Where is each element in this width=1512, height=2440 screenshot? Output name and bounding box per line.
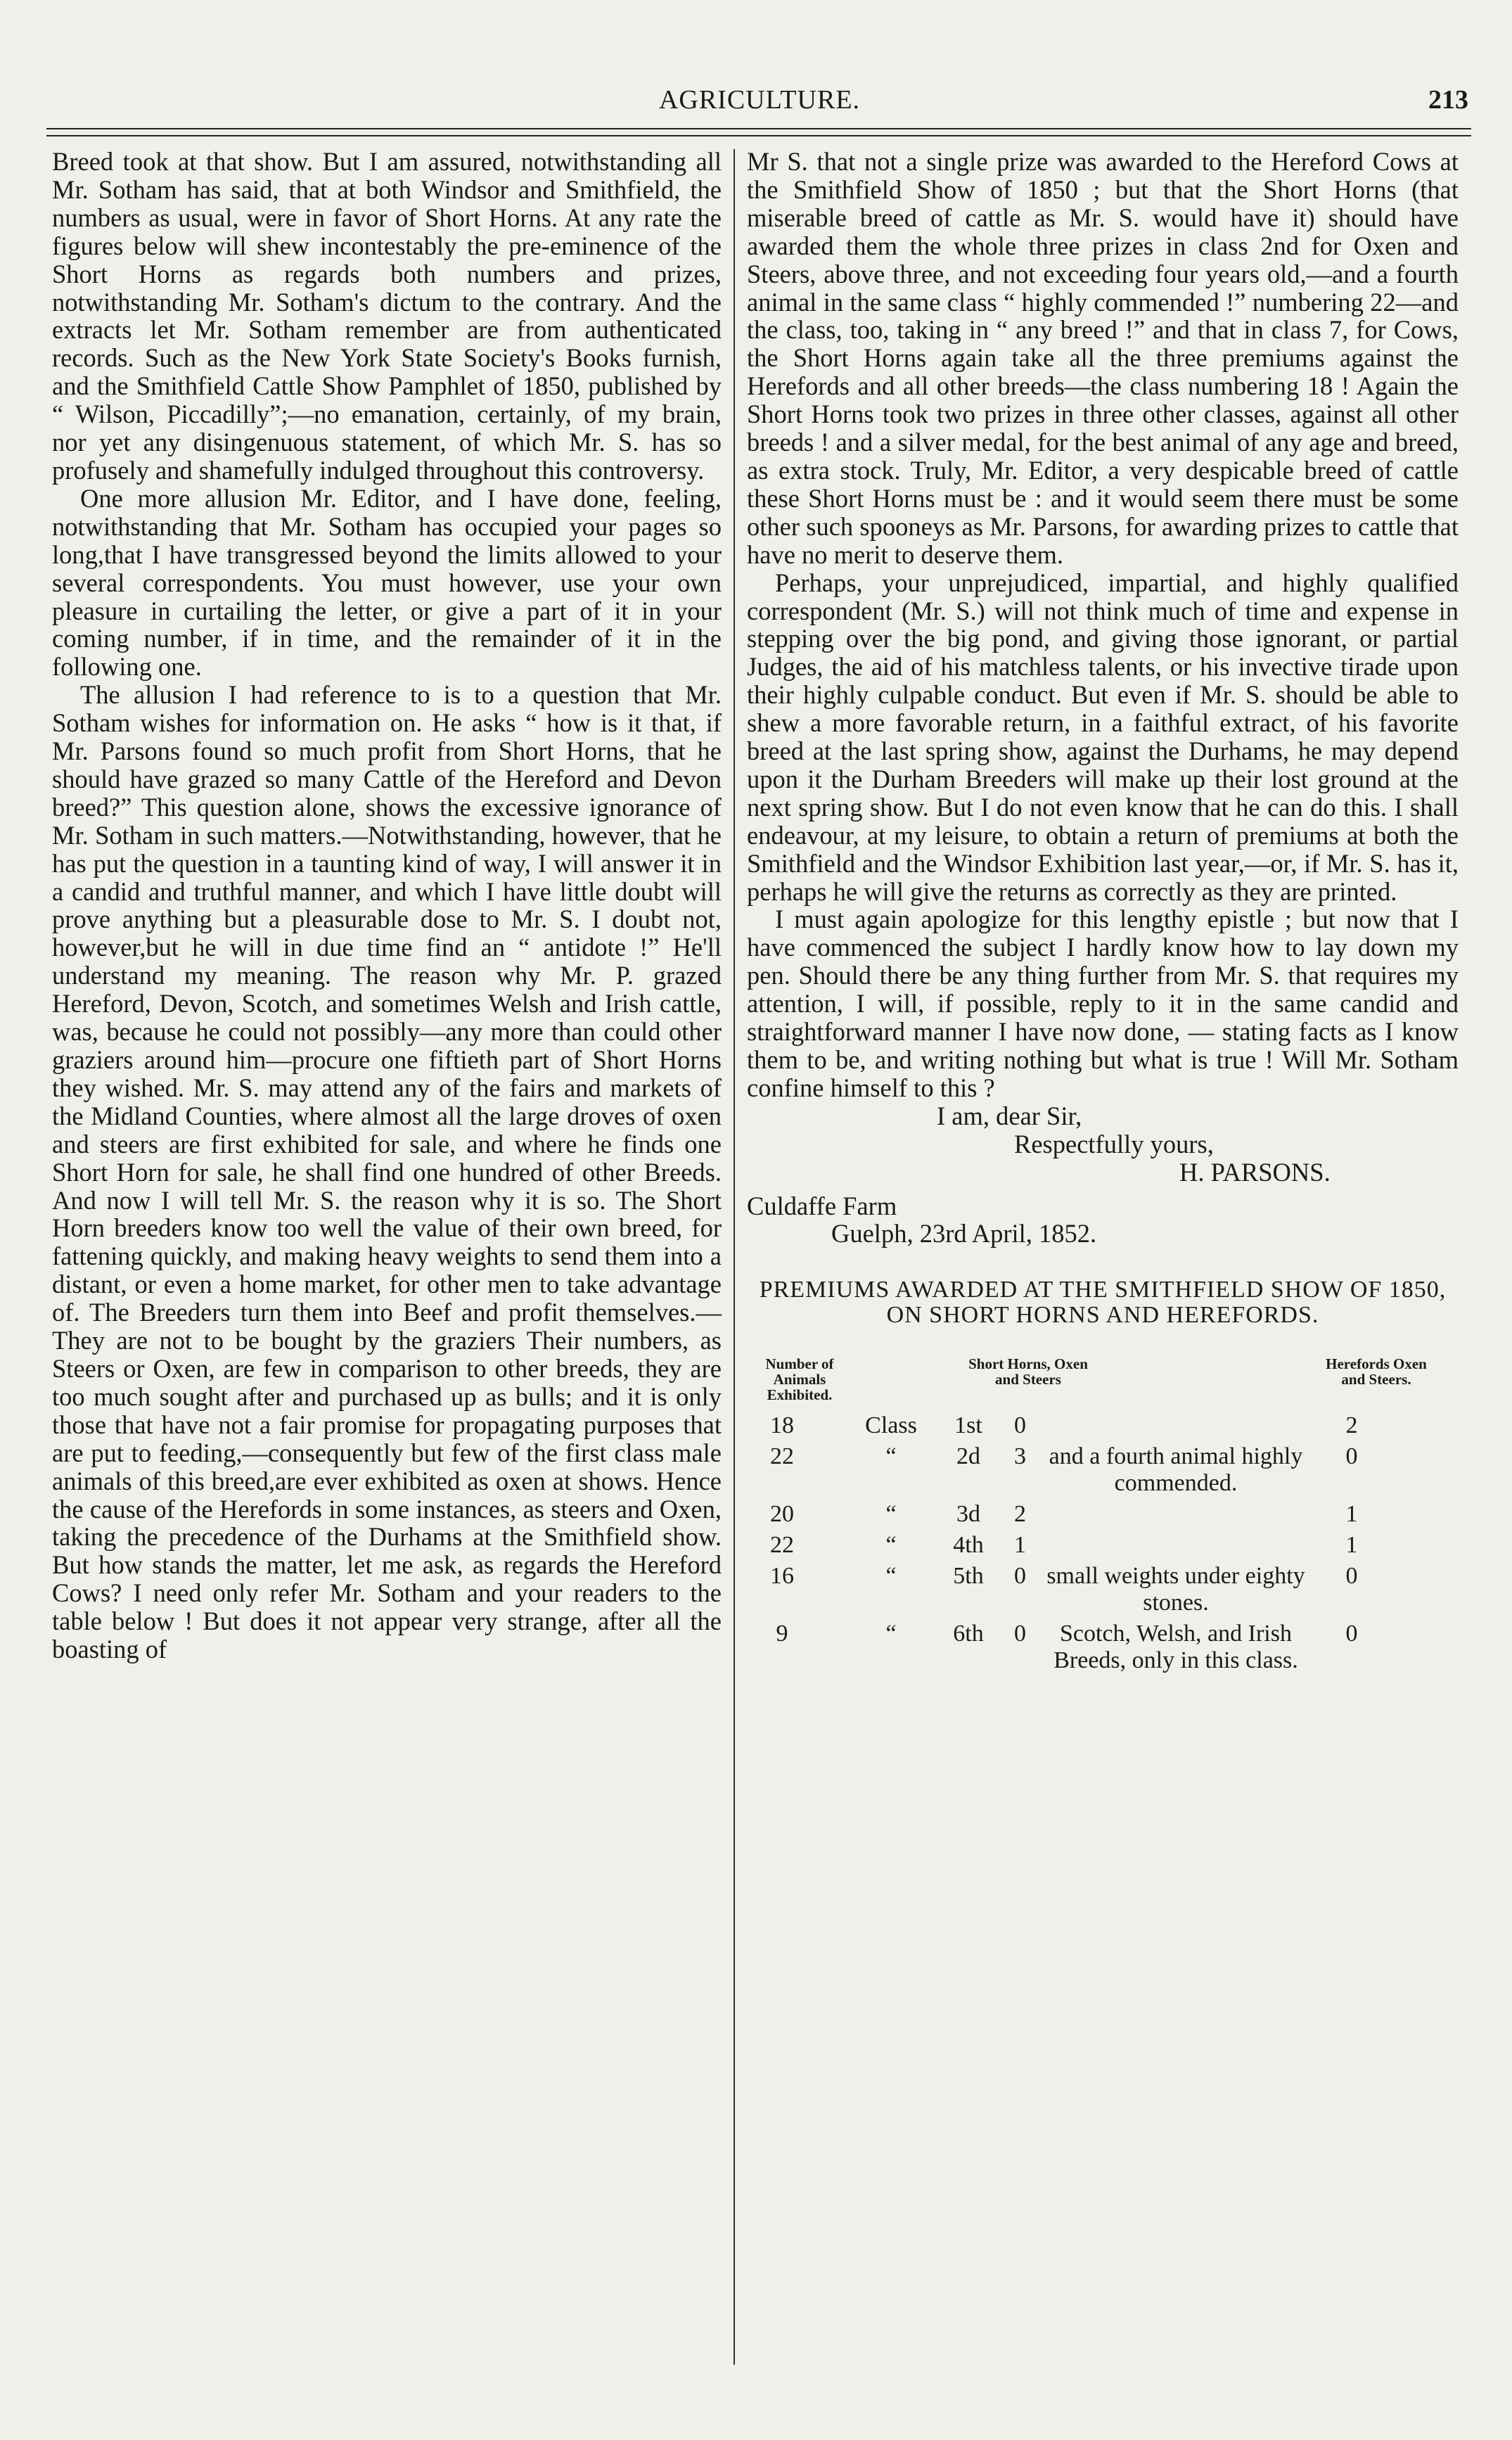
animals-count: 9: [776, 1621, 788, 1647]
class-ordinal: 1st: [954, 1412, 982, 1439]
header-rule: [46, 128, 1471, 129]
animals-count: 20: [770, 1501, 794, 1528]
herefords-prizes: 1: [1345, 1501, 1358, 1528]
herefords-prizes: 0: [1345, 1563, 1358, 1590]
class-ordinal: 5th: [953, 1563, 984, 1590]
running-title: AGRICULTURE.: [658, 85, 861, 115]
herefords-prizes: 0: [1345, 1443, 1358, 1470]
class-ordinal: 2d: [956, 1443, 980, 1470]
row-note: small weights under eighty stones.: [1046, 1563, 1305, 1616]
paragraph: Breed took at that show. But I am assured, notwithstanding all Mr. Sotham has said, that at both Windsor and Smithfield, the numbers as usual, were in favor of Short Horns. At any rate the figures below will shew incontestably the pre-eminence of the Short Horns as regards both numbers and prizes, notwithstanding Mr. Sotham's dictum to the contrary. And the extracts let Mr. Sotham remember are from authenticated records. Such as the New York State Society's Books furnish, and the Smithfield Cattle Show Pamphlet of 1850, published by “ Wilson, Piccadilly”;—no emanation, certainly, of my brain, nor yet any disingenuous statement, of which Mr. S. has so profusely and shamefully indulged throughout this controversy.: [52, 147, 722, 485]
short-horns-prizes: 1: [1014, 1532, 1026, 1559]
herefords-prizes: 2: [1345, 1412, 1358, 1439]
short-horns-prizes: 0: [1014, 1412, 1026, 1439]
column-divider: [733, 149, 735, 2365]
animals-count: 18: [770, 1412, 794, 1439]
class-ordinal: 6th: [953, 1621, 984, 1647]
short-horns-prizes: 0: [1014, 1621, 1026, 1647]
table-row: [747, 1532, 1459, 1559]
paragraph: Mr S. that not a single prize was awarded to the Hereford Cows at the Smithfield Show of 1850 ; but that the Short Horns (that miserable breed of cattle as Mr. S. would have it) should have awarded them the whole three prizes in class 2nd for Oxen and Steers, above three, and not exceeding four years old,—and a fourth animal in the same class “ highly commended !” numbering 22—and the class, too, taking in “ any breed !” and that in class 7, for Cows, the Short Horns again take all the three premiums against the Herefords and all other breeds—the class numbering 18 ! Again the Short Horns took two prizes in three other classes, against all other breeds ! and a silver medal, for the best animal of any age and breed, as extra stock. Truly, Mr. Editor, a very despicable breed of cattle these Short Horns must be : and it would seem there must be some other such spooneys as Mr. Parsons, for awarding prizes to cattle that have no merit to deserve them.: [747, 147, 1459, 569]
row-note: Scotch, Welsh, and Irish Breeds, only in this class.: [1053, 1621, 1298, 1674]
herefords-prizes: 0: [1345, 1621, 1358, 1647]
signature-name: H. PARSONS.: [1179, 1157, 1331, 1187]
class-label: Class: [865, 1412, 917, 1439]
premiums-table: [747, 1356, 1459, 1674]
table-header: [747, 1356, 1459, 1412]
column-header: Short Horns, Oxen and Steers: [968, 1355, 1088, 1388]
letter-closing: Respectfully yours,: [1014, 1129, 1214, 1158]
header-rule: [46, 135, 1471, 136]
row-note: and a fourth animal highly commended.: [1049, 1443, 1303, 1497]
animals-count: 16: [770, 1563, 794, 1590]
class-label: “: [885, 1563, 897, 1590]
page-header: [51, 84, 1468, 124]
table-row: [747, 1443, 1459, 1497]
short-horns-prizes: 3: [1014, 1443, 1026, 1470]
table-row: [747, 1563, 1459, 1616]
letter-salutation: I am, dear Sir,: [937, 1101, 1082, 1130]
row-note: [1042, 1412, 1309, 1439]
table-title: PREMIUMS AWARDED AT THE SMITHFIELD SHOW OF 1850, ON SHORT HORNS AND HEREFORDS.: [759, 1277, 1447, 1329]
paragraph: I must again apologize for this lengthy epistle ; but now that I have commenced the subject I hardly know how to lay down my pen. Should there be any thing further from Mr. S. that requires my attention, I will, if possible, reply to it in the same candid and straightforward manner I have now done, — stating facts as I know them to be, and writing nothing but what is true ! Will Mr. Sotham confine himself to this ?: [747, 905, 1459, 1102]
left-column: [52, 148, 722, 1663]
animals-count: 22: [770, 1443, 794, 1470]
class-ordinal: 4th: [953, 1532, 984, 1559]
class-label: “: [885, 1621, 897, 1647]
paragraph: One more allusion Mr. Editor, and I have done, feeling, notwithstanding that Mr. Sotham has occupied your pages so long,that I have transgressed beyond the limits allowed to your several correspondents. You must however, use your own pleasure in curtailing the letter, or give a part of it in your coming number, if in time, and the remainder of it in the following one.: [52, 483, 722, 682]
column-header: Herefords Oxen and Steers.: [1326, 1355, 1427, 1388]
paragraph: The allusion I had reference to is to a question that Mr. Sotham wishes for information on. He asks “ how is it that, if Mr. Parsons found so much profit from Short Horns, that he should have grazed so many Cattle of the Hereford and Devon breed?” This question alone, shows the excessive ignorance of Mr. Sotham in such matters.—Notwithstanding, however, that he has put the question in a taunting kind of way, I will answer it in a candid and truthful manner, and which I have little doubt will prove anything but a pleasurable dose to Mr. S. I doubt not, however,but he will in due time find an “ antidote !” He'll understand my meaning. The reason why Mr. P. grazed Hereford, Devon, Scotch, and sometimes Welsh and Irish cattle, was, because he could not possibly—any more than could other graziers around him—procure one fiftieth part of Short Horns they wished. Mr. S. may attend any of the fairs and markets of the Midland Counties, where almost all the large droves of oxen and steers are first exhibited for sale, and where he finds one Short Horn for sale, he shall find one hundred of other Breeds. And now I will tell Mr. S. the reason why it is so. The Short Horn breeders know too well the value of their own breed, for fattening quickly, and making heavy weights to send them into a distant, or even a home market, for other men to take advantage of. The Breeders turn them into Beef and profit themselves.—They are not to be bought by the graziers Their numbers, as Steers or Oxen, are few in comparison to other breeds, they are too much sought after and purchased up as bulls; and it is only those that have not a fair promise for propagating purposes that are put to feeding,—consequently but few of the first class male animals of this breed,are ever exhibited as oxen at shows. Hence the cause of the Herefords in some instances, as steers and Oxen, taking the precedence of the Durhams at the Smithfield show. But how stands the matter, let me ask, as regards the Hereford Cows? I need only refer Mr. Sotham and your readers to the table below ! But does it not appear very strange, after all the boasting of: [52, 680, 722, 1664]
class-label: “: [885, 1443, 897, 1470]
right-column: [747, 148, 1459, 1678]
table-row: [747, 1621, 1459, 1674]
page-number: 213: [1428, 85, 1468, 115]
class-ordinal: 3d: [956, 1501, 980, 1528]
class-label: “: [885, 1532, 897, 1559]
class-label: “: [885, 1501, 897, 1528]
row-note: [1042, 1501, 1309, 1528]
herefords-prizes: 1: [1345, 1532, 1358, 1559]
row-note: [1042, 1532, 1309, 1559]
paragraph: Perhaps, your unprejudiced, impartial, and highly qualified correspondent (Mr. S.) will not think much of time and expense in stepping over the big pond, and giving those ignorant, or partial Judges, the aid of his matchless talents, or his invective tirade upon their highly culpable conduct. But even if Mr. S. should be able to shew a more favorable return, in a faithful extract, of his favorite breed at the last spring show, against the Durhams, he may depend upon it the Durham Breeders will make up their lost ground at the next spring show. But I do not even know that he can do this. I shall endeavour, at my leisure, to obtain a return of premiums at both the Smithfield and the Windsor Exhibition last year,—or, if Mr. S. has it, perhaps he will give the returns as correctly as they are printed.: [747, 568, 1459, 906]
short-horns-prizes: 0: [1014, 1563, 1026, 1590]
letter-place: Culdaffe Farm: [747, 1191, 897, 1220]
short-horns-prizes: 2: [1014, 1501, 1026, 1528]
table-row: [747, 1501, 1459, 1528]
letter-date: Guelph, 23rd April, 1852.: [831, 1219, 1097, 1248]
column-header: Number of Animals Exhibited.: [765, 1355, 834, 1404]
animals-count: 22: [770, 1532, 794, 1559]
table-row: [747, 1412, 1459, 1439]
